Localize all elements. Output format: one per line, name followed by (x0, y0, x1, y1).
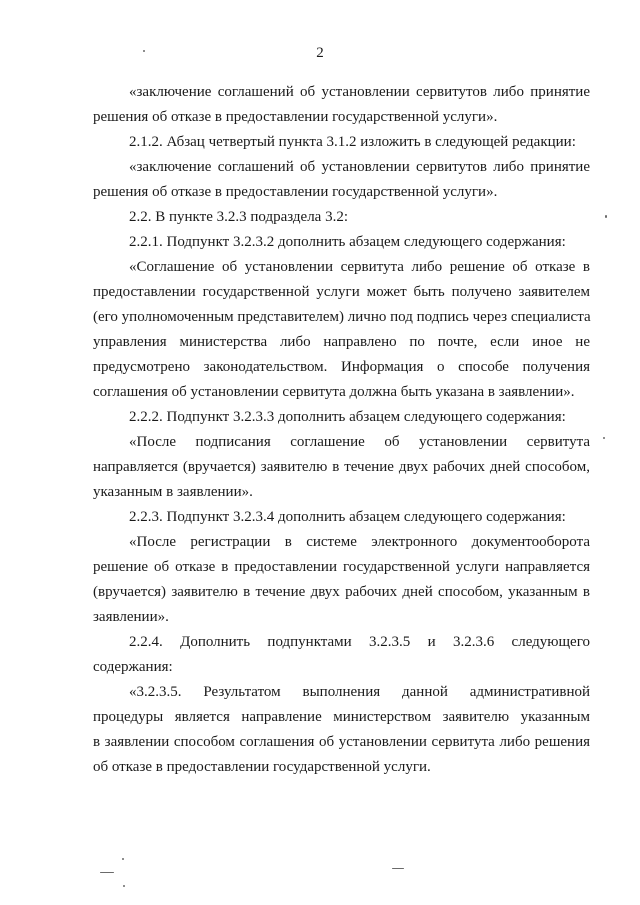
text-line: процедуры является направление министерством заявителю указанным (93, 709, 590, 725)
text-line: решения об отказе в предоставлении государственной услуги». (93, 109, 498, 125)
text-line: предоставлении государственной услуги может быть получено заявителем (93, 284, 590, 300)
text-line: указанным в заявлении». (93, 484, 253, 500)
text-line: решения об отказе в предоставлении государственной услуги». (93, 184, 498, 200)
scan-speck (603, 437, 605, 439)
text-line: 2.2.3. Подпункт 3.2.3.4 дополнить абзацем следующего содержания: (129, 509, 566, 525)
scan-speck (392, 868, 404, 869)
text-line: содержания: (93, 659, 173, 675)
paragraph (93, 230, 590, 255)
scan-speck (605, 215, 607, 218)
scan-speck (100, 872, 114, 873)
text-line: «3.2.3.5. Результатом выполнения данной административной (129, 684, 590, 700)
text-line: в заявлении способом соглашения об установлении сервитута либо решения (93, 734, 590, 750)
text-line: заявлении». (93, 609, 169, 625)
document-body (93, 80, 590, 780)
paragraph (93, 530, 590, 630)
paragraph (93, 155, 590, 205)
text-line: направляется (вручается) заявителю в течение двух рабочих дней способом, (93, 459, 590, 475)
scan-speck (123, 885, 125, 887)
scan-speck (143, 50, 145, 52)
text-line: решение об отказе в предоставлении государственной услуги направляется (93, 559, 590, 575)
text-line: 2.2.4. Дополнить подпунктами 3.2.3.5 и 3.2.3.6 следующего (129, 634, 590, 650)
text-line: 2.2. В пункте 3.2.3 подраздела 3.2: (129, 209, 349, 225)
scan-speck (122, 858, 124, 860)
text-line: управления министерства либо направлено по почте, если иное не (93, 334, 590, 350)
paragraph (93, 130, 590, 155)
paragraph (93, 80, 590, 130)
text-line: «заключение соглашений об установлении сервитутов либо принятие (129, 159, 590, 175)
text-line: «После подписания соглашение об установлении сервитута (129, 434, 590, 450)
text-line: предусмотрено законодательством. Информация о способе получения (93, 359, 590, 375)
text-line: «Соглашение об установлении сервитута либо решение об отказе в (129, 259, 590, 275)
text-line: 2.2.2. Подпункт 3.2.3.3 дополнить абзацем следующего содержания: (129, 409, 566, 425)
paragraph (93, 255, 590, 405)
text-line: 2.2.1. Подпункт 3.2.3.2 дополнить абзацем следующего содержания: (129, 234, 566, 250)
text-line: «заключение соглашений об установлении сервитутов либо принятие (129, 84, 590, 100)
paragraph (93, 680, 590, 780)
paragraph (93, 505, 590, 530)
text-line: соглашения об установлении сервитута должна быть указана в заявлении». (93, 384, 575, 400)
paragraph (93, 405, 590, 430)
text-line: (его уполномоченным представителем) лично под подпись через специалиста (93, 309, 591, 325)
paragraph (93, 430, 590, 505)
text-line: 2.1.2. Абзац четвертый пункта 3.1.2 изложить в следующей редакции: (129, 134, 576, 150)
paragraph (93, 630, 590, 680)
text-line: «После регистрации в системе электронного документооборота (129, 534, 590, 550)
text-line: (вручается) заявителю в течение двух рабочих дней способом, указанным в (93, 584, 590, 600)
paragraph (93, 205, 590, 230)
text-line: об отказе в предоставлении государственной услуги. (93, 759, 431, 775)
page-number: 2 (316, 45, 324, 61)
